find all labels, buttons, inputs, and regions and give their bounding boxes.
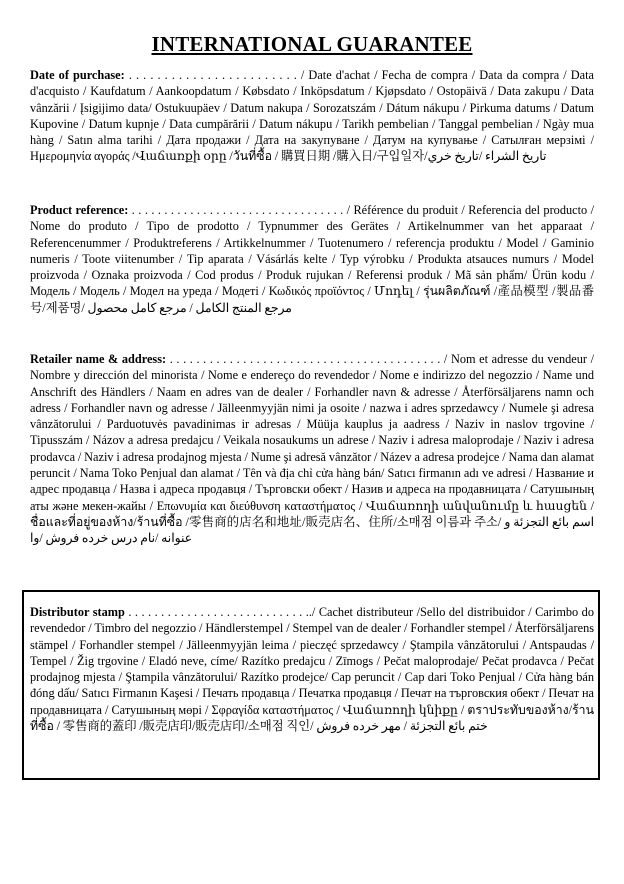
retailer-label: Retailer name & address: bbox=[30, 352, 167, 366]
date-of-purchase-label: Date of purchase: bbox=[30, 68, 125, 82]
retailer-translations: / Nom et adresse du vendeur / Nombre y dirección del minorista / Nome e endereço do revendedor / Nome e indirizzo del negozzio / Name und Anschrift des Händlers / Naam en adres van de dealer / Forhandler navn & adresse / Återförsäljarens namn och adress / Forhandler navn og adresse / Jälleenmyyjän nimi ja osoite / nazwa i adres sprzedawcy / Numele şi adresa vânzătorului / Parduotuvės pavadinimas ir adresas / Müüja kauplus ja aadress / Naziv in naslov trgovine / Tipusszám / Názov a adresa predajcu / Veikala nosaukums un adrese / Naziv i adresa maloprodaje / Naziv i adresa prodavca / Naziv i adresa prodajnog mjesta / Nume şi adresă vânzător / Název a adresa prodejce / Nama dan alamat peruncit / Nama Toko Penjual dan alamat / Tên và địa chỉ cửa hàng bán/ Satıcı firmanın adı ve adresi / Название и адрес продавца / Назва і адреса продавця / Търговски обект / Назив и адреса на продавницата / Сатушының аты және мекен-жайы / Επωνυμία και διεύθυνση καταστήματος / Վաճառողի անվանումը և հասցեն / ชื่อและที่อยู่ของห้าง/ร้านที่ซื้อ /零售商的店名和地址/販売店名、住所/소매점 이름과 주소/ اسم بائع التجزئة و عنوانه /نام درس خرده فروش /وا bbox=[30, 352, 594, 546]
product-reference-section bbox=[30, 202, 594, 316]
date-of-purchase-field[interactable]: . . . . . . . . . . . . . . . . . . . . . . . . bbox=[124, 68, 301, 82]
distributor-stamp-translations: ./ Cachet distributeur /Sello del distribuidor / Carimbo do revendedor / Timbro del negozzio / Händlerstempel / Stempel van de dealer / Forhandler stempel / Återförsäljarens stämpel / Forhandler stempel / Jälleenmyyjän leima / pieczęć sprzedawcy / Ştampila vânzătorului / Antspaudas / Tempel / Žig trgovine / Eladó neve, címe/ Razítko predajcu / Zīmogs / Pečat maloprodaje/ Pečat prodavca / Pečat prodajnog mjesta / Ştampila vânzătorului/ Razítko prodejce/ Cap peruncit / Cap dari Toko Penjual / Cửa hàng bán đóng dấu/ Satıcı Firmanın Kaşesi / Печать продавца / Печатка продавця / Печат на търговския обект / Печат на продавницата / Сатушының мөрі / Σφραγίδα καταστήματος / Վաճառողի կնիքը / ตราประทับของห้าง/ร้านที่ซื้อ / 零售商的蓋印 /販売店印/販売店印/소매점 직인/ ختم بائع التجزئة / مهر خرده فروش bbox=[30, 605, 594, 734]
distributor-stamp-field[interactable]: . . . . . . . . . . . . . . . . . . . . . . . . . . . . bbox=[124, 605, 309, 619]
document-title: INTERNATIONAL GUARANTEE bbox=[151, 32, 473, 56]
product-reference-field[interactable]: . . . . . . . . . . . . . . . . . . . . . . . . . . . . . . . . . bbox=[128, 203, 347, 217]
retailer-section bbox=[30, 351, 594, 547]
distributor-stamp-label: Distributor stamp bbox=[30, 605, 125, 619]
product-reference-label: Product reference: bbox=[30, 203, 129, 217]
date-of-purchase-translations: / Date d'achat / Fecha de compra / Data da compra / Data d'acquisto / Kaufdatum / Aankoopdatum / Købsdato / Inköpsdatum / Kjøpsdato / Ostopäivä / Data zakupu / Data vânzării / Įsigijimo data/ Ostukuupäev / Datum nakupa / Sorozatszám / Dátum nákupu / Pirkuma datums / Datum Kupovine / Datum kupnje / Data cumpărării / Datum nákupu / Tarikh pembelian / Tanggal pembelian / Ngày mua hàng / Satın alma tarihi / Дата продажи / Дата на закупуване / Датум на купување / Сатылған мерзімі / Ημερομηνία αγοράς /Վաճառքի օրը /วันที่ซื้อ / 購買日期 /購入日/구입일자/تاريخ الشراء /تاريخ خري bbox=[30, 68, 595, 164]
distributor-stamp-section bbox=[30, 604, 594, 734]
retailer-field[interactable]: . . . . . . . . . . . . . . . . . . . . . . . . . . . . . . . . . . . . . . . . . bbox=[166, 352, 444, 366]
product-reference-translations: / Référence du produit / Referencia del producto / Nome do produto / Tipo de prodotto / Typnummer des Gerätes / Artikelnummer van het apparaat / Referencenummer / Produktreferens / Artikkelnummer / Tuotenumero / referencja produktu / Model / Gaminio numeris / Toote viitenumber / Tip aparata / Vásárlás kelte / Typ výrobku / Produkta atsauces numurs / Model proizvoda / Oznaka proizvoda / Cod produs / Produk rujukan / Referensi produk / Mã sản phẩm/ Ürün kodu / Модель / Модель / Модел на уреда / Модеті / Κωδικός προϊόντος / Մոդել / รุ่นผลิตภัณฑ์ /產品模型 /製品番号/제품명/ مرجع المنتج الكامل / مرجع كامل محصول bbox=[30, 203, 594, 315]
date-of-purchase-section bbox=[30, 67, 594, 165]
